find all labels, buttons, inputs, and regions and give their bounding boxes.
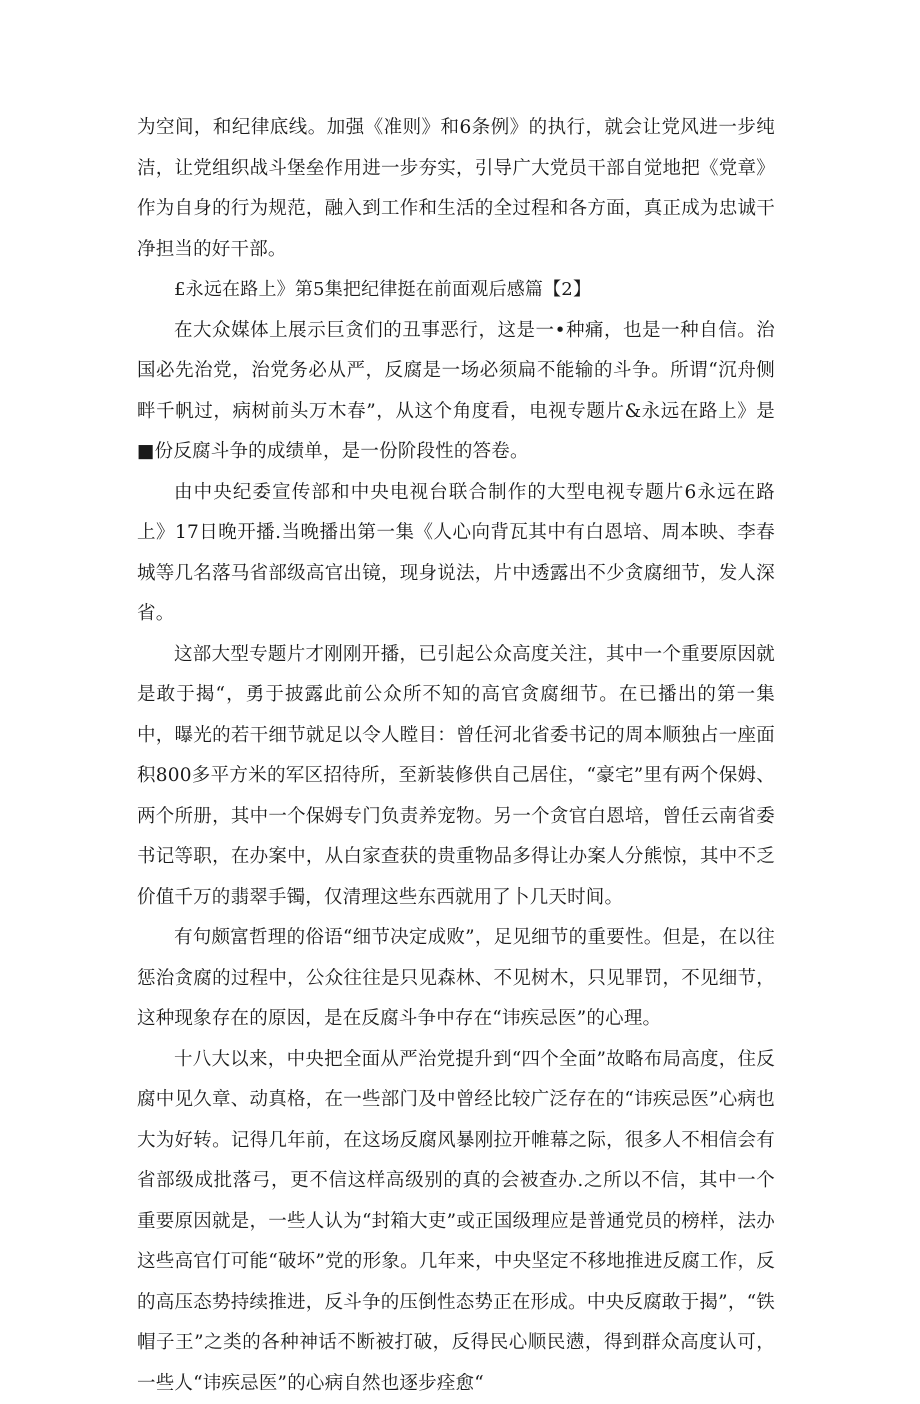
paragraph-body: 有句颇富哲理的俗语“细节决定成败”，足见细节的重要性。但是，在以往惩治贪腐的过程中，公众往往是只见森林、不见树木，只见罪罚，不见细节，这种现象存在的原因，是在反腐斗争中存在“讳疾忌医”的心理。 [137,918,775,1040]
paragraph-body: 十八大以来，中央把全面从严治党提升到“四个全面”故略布局高度，住反腐中见久章、动真格，在一些部门及中曾经比较广泛存在的“讳疾忌医”心病也大为好转。记得几年前，在这场反腐风暴刚拉开帷幕之际，很多人不相信会有省部级成批落弓，更不信这样高级别的真的会被查办.之所以不信，其中一个重要原因就是，一些人认为“封箱大吏”或正国级理应是普通党员的榜样，法办这些高官仃可能“破坏”党的形象。几年来，中央坚定不移地推进反腐工作，反的高压态势持续推进，反斗争的压倒性态势正在形成。中央反腐敢于揭”，“铁帽子王”之类的各种神话不断被打破，反得民心顺民懑，得到群众高度认可，一些人“讳疾忌医”的心病自然也逐步痊愈“ [137,1040,775,1404]
section-heading: £永远在路上》第5集把纪律挺在前面观后感篇【2】 [137,270,775,311]
paragraph-body: 由中央纪委宣传部和中央电视台联合制作的大型电视专题片6永远在路上》17日晚开播.当晚播出第一集《人心向背瓦其中有白恩培、周本映、李春城等几名落马省部级高官出镜，现身说法，片中透露出不少贪腐细节，发人深省。 [137,473,775,635]
paragraph-body: 这部大型专题片才刚刚开播，已引起公众高度关注，其中一个重要原因就是敢于揭“，勇于披露此前公众所不知的高官贪腐细节。在已播出的第一集中，曝光的若干细节就足以令人瞠目：曾任河北省委书记的周本顺独占一座面积800多平方米的军区招待所，至新装修供自己居住，“豪宅”里有两个保姆、两个所册，其中一个保姆专门负责养宠物。另一个贪官白恩培，曾任云南省委书记等职，在办案中，从白家查获的贵重物品多得让办案人分熊惊，其中不乏价值千万的翡翠手镯，仅清理这些东西就用了卜几天时间。 [137,635,775,919]
document-body [137,108,775,1404]
paragraph-continuation: 为空间，和纪律底线。加强《准则》和6条例》的执行，就会让党风进一步纯洁，让党组织战斗堡垒作用进一步夯实，引导广大党员干部自觉地把《党章》作为自身的行为规范，融入到工作和生活的全过程和各方面，真正成为忠诚干净担当的好干部。 [137,108,775,270]
paragraph-body: 在大众媒体上展示巨贪们的丑事恶行，这是一•种痛，也是一种自信。治国必先治党，治党务必从严，反腐是一场必须扁不能输的斗争。所谓“沉舟侧畔千帆过，病树前头万木春”，从这个角度看，电视专题片&永远在路上》是■份反腐斗争的成绩单，是一份阶段性的答卷。 [137,311,775,473]
